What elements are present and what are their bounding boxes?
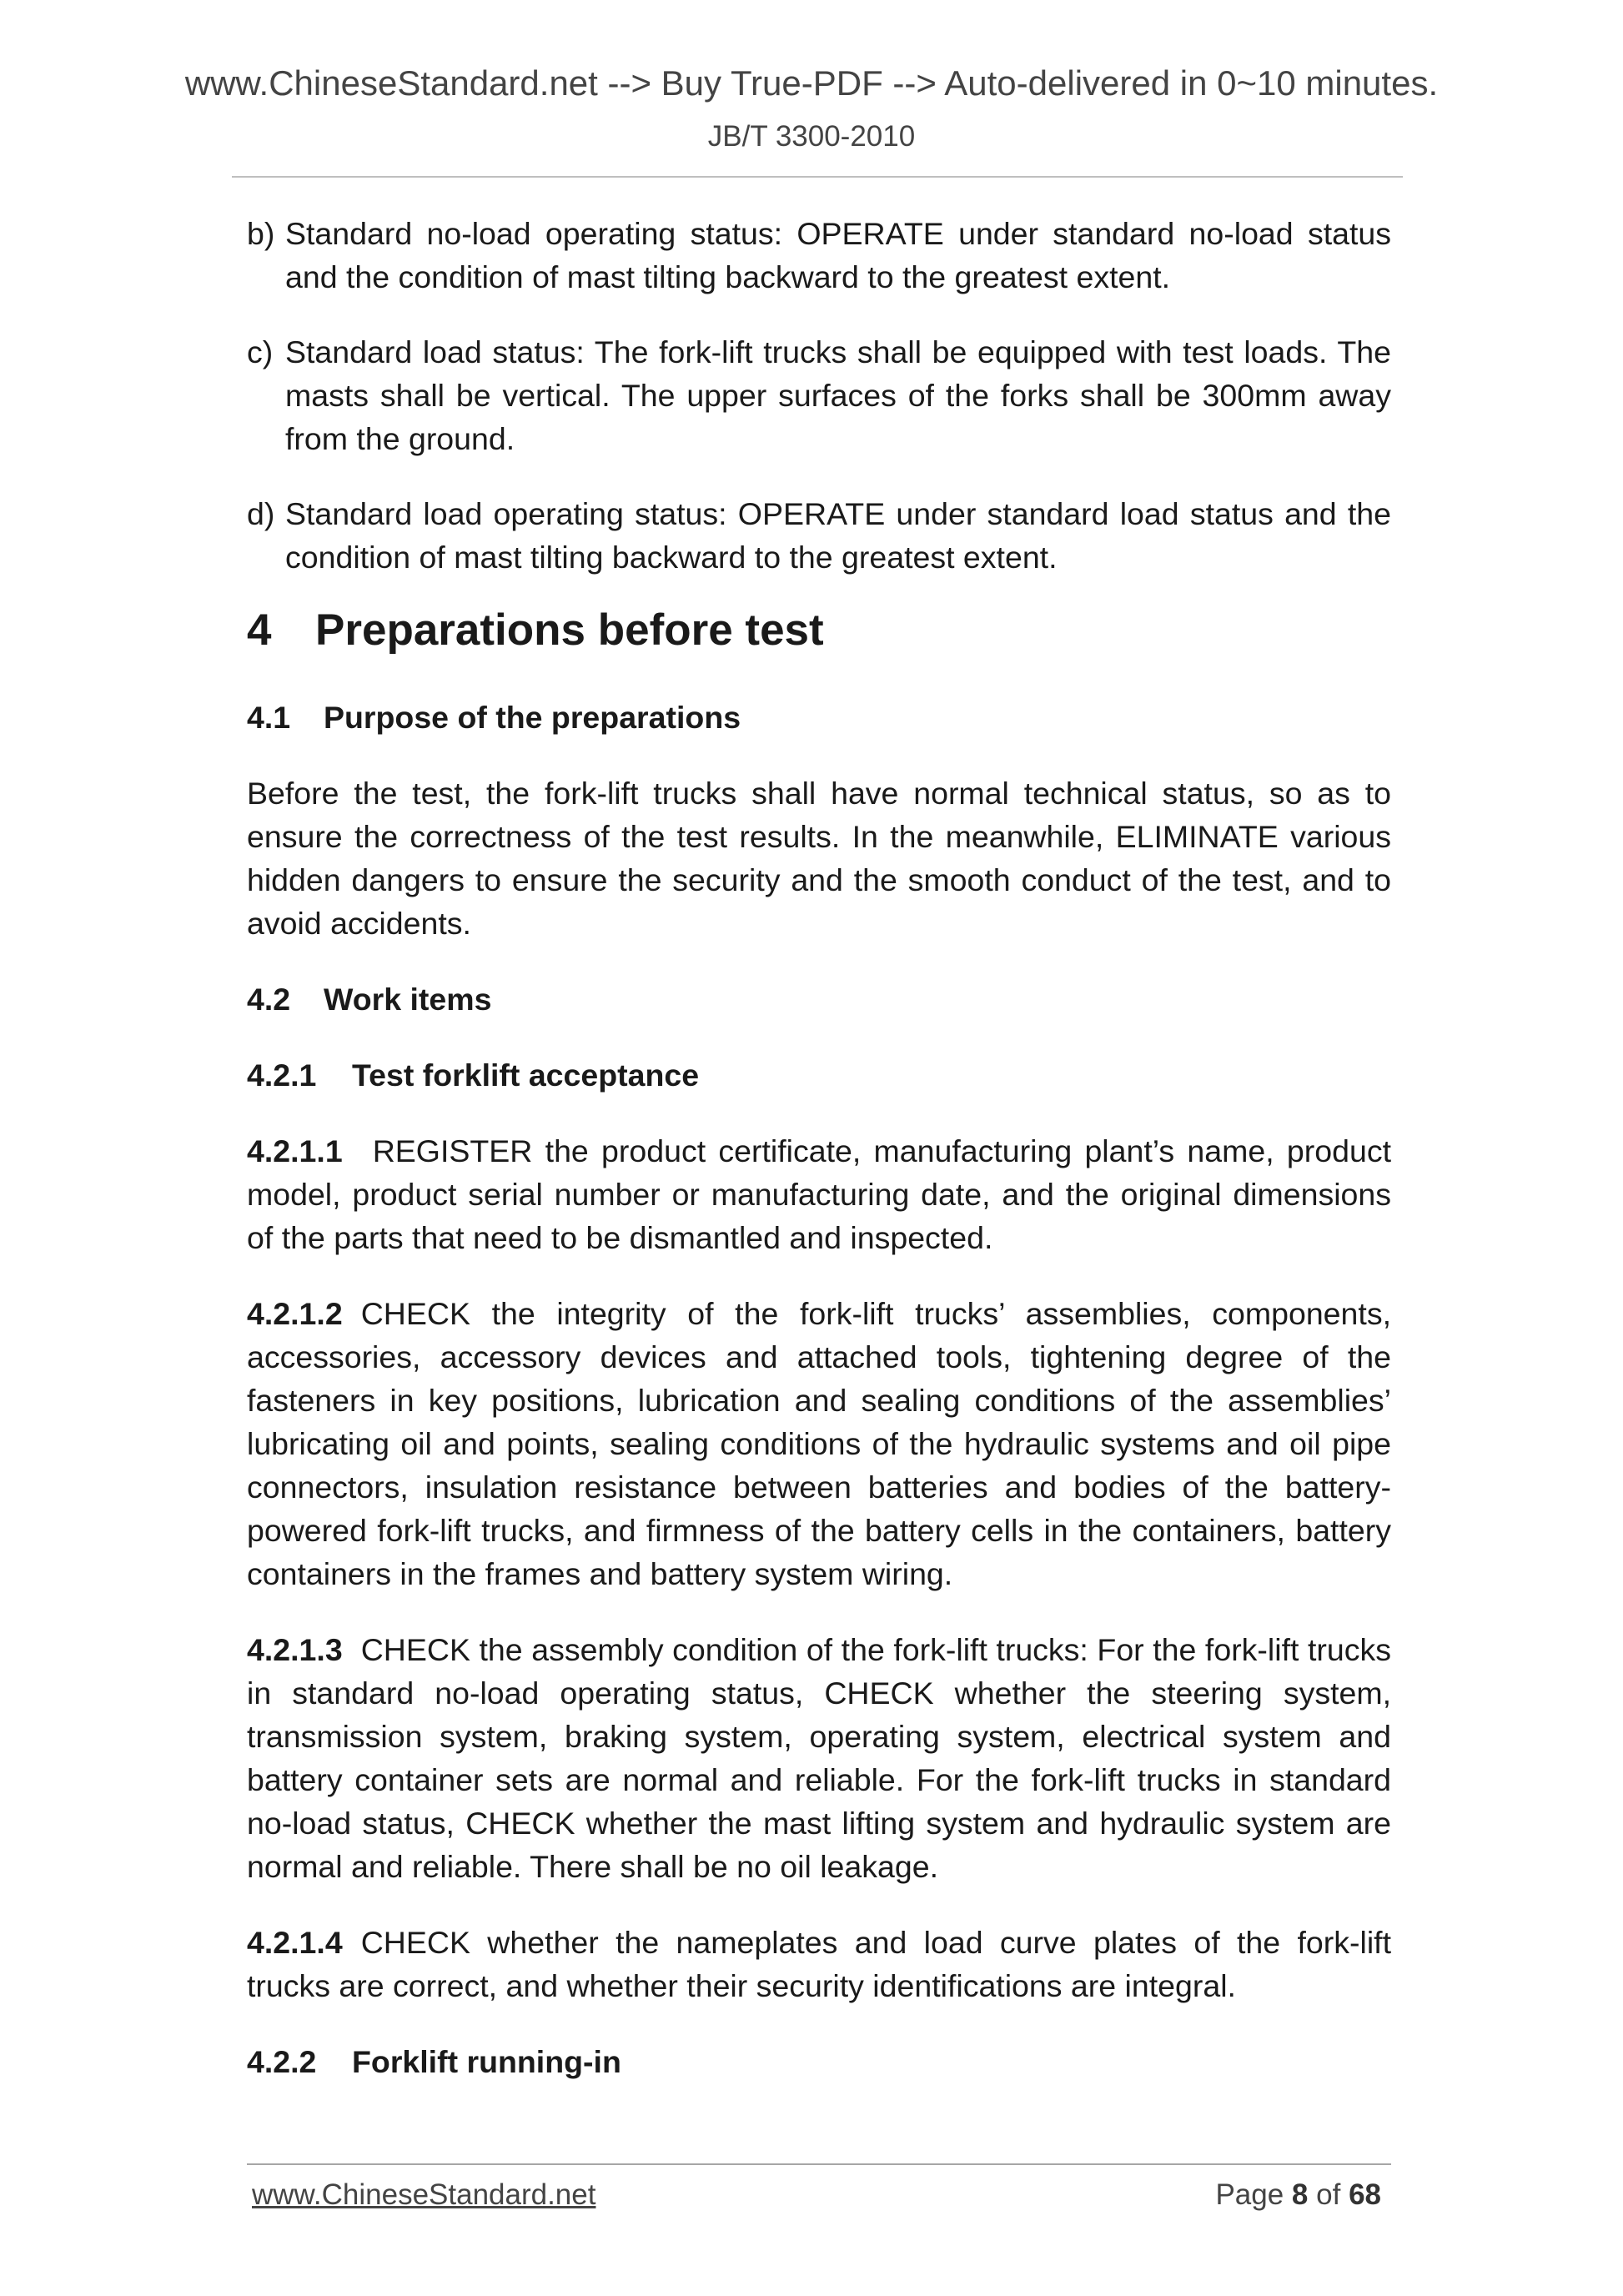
clause-text: CHECK the integrity of the fork-lift trucks’ assemblies, components, accessories, accessory devices and attached tools, tightening degree of the fasteners in key positions, lubrication and sealing conditions of the assemblies’ lubricating oil and points, sealing conditions of the hydraulic systems and oil pipe connectors, insulation resistance between batteries and bodies of the battery-powered fork-lift trucks, and firmness of the battery cells in the containers, battery containers in the frames and battery system wiring. xyxy=(247,1296,1391,1591)
section-4-heading xyxy=(247,604,1391,657)
section-title: Purpose of the preparations xyxy=(324,700,741,735)
list-label: c) xyxy=(247,334,274,369)
clause-number: 4.2.1.3 xyxy=(247,1632,343,1667)
list-text: Standard load status: The fork-lift trucks shall be equipped with test loads. The masts shall be vertical. The upper surfaces of the forks shall be 300mm away from the ground. xyxy=(285,334,1391,456)
list-label: d) xyxy=(247,496,275,531)
section-number: 4.1 xyxy=(247,700,291,735)
section-title: Test forklift acceptance xyxy=(352,1058,700,1093)
clause-4-2-1-2 xyxy=(247,1292,1391,1595)
list-text: Standard load operating status: OPERATE under standard load status and the condition of mast tilting backward to the greatest extent. xyxy=(285,496,1391,575)
document-code: JB/T 3300-2010 xyxy=(707,120,916,153)
header-banner[interactable]: www.ChineseStandard.net --> Buy True-PDF --> Auto-delivered in 0~10 minutes. xyxy=(184,63,1439,103)
footer-website-link[interactable]: www.ChineseStandard.net xyxy=(252,2178,596,2211)
list-item-c xyxy=(247,330,1391,460)
footer-divider xyxy=(247,2163,1391,2165)
section-4-1-heading xyxy=(247,696,1391,739)
page-indicator xyxy=(1215,2177,1381,2213)
section-title: Work items xyxy=(324,982,492,1017)
section-number: 4.2 xyxy=(247,982,291,1017)
clause-number: 4.2.1.2 xyxy=(247,1296,343,1331)
section-4-2-heading xyxy=(247,977,1391,1021)
page-content xyxy=(247,212,1391,2083)
page-number: 8 xyxy=(1291,2178,1309,2211)
clause-number: 4.2.1.1 xyxy=(247,1133,343,1168)
section-4-2-2-heading xyxy=(247,2040,1391,2083)
list-label: b) xyxy=(247,216,275,251)
list-item-b xyxy=(247,212,1391,299)
list-item-d xyxy=(247,492,1391,579)
section-number: 4.2.2 xyxy=(247,2044,317,2079)
section-title: Preparations before test xyxy=(315,605,824,655)
clause-text: REGISTER the product certificate, manufacturing plant’s name, product model, product serial number or manufacturing date, and the original dimensions of the parts that need to be dismantled and inspected. xyxy=(247,1133,1391,1255)
page-of: of xyxy=(1316,2178,1341,2211)
clause-text: CHECK the assembly condition of the fork-lift trucks: For the fork-lift trucks in standard no-load operating status, CHECK whether the steering system, transmission system, braking system, operating system, electrical system and battery container sets are normal and reliable. For the fork-lift trucks in standard no-load status, CHECK whether the mast lifting system and hydraulic system are normal and reliable. There shall be no oil leakage. xyxy=(247,1632,1391,1884)
header-divider xyxy=(232,176,1403,178)
clause-4-2-1-4 xyxy=(247,1921,1391,2007)
section-4-2-1-heading xyxy=(247,1053,1391,1097)
page-total: 68 xyxy=(1349,2178,1381,2211)
clause-number: 4.2.1.4 xyxy=(247,1925,343,1960)
page-prefix: Page xyxy=(1215,2178,1284,2211)
section-number: 4.2.1 xyxy=(247,1058,317,1093)
clause-4-2-1-1 xyxy=(247,1129,1391,1259)
list-text: Standard no-load operating status: OPERATE under standard no-load status and the condition of mast tilting backward to the greatest extent. xyxy=(285,216,1391,294)
section-title: Forklift running-in xyxy=(352,2044,621,2079)
section-number: 4 xyxy=(247,605,272,655)
clause-text: CHECK whether the nameplates and load curve plates of the fork-lift trucks are correct, and whether their security identifications are integral. xyxy=(247,1925,1391,2003)
section-4-1-text: Before the test, the fork-lift trucks shall have normal technical status, so as to ensure the correctness of the test results. In the meanwhile, ELIMINATE various hidden dangers to ensure the security and the smooth conduct of the test, and to avoid accidents. xyxy=(247,776,1391,941)
clause-4-2-1-3 xyxy=(247,1628,1391,1888)
